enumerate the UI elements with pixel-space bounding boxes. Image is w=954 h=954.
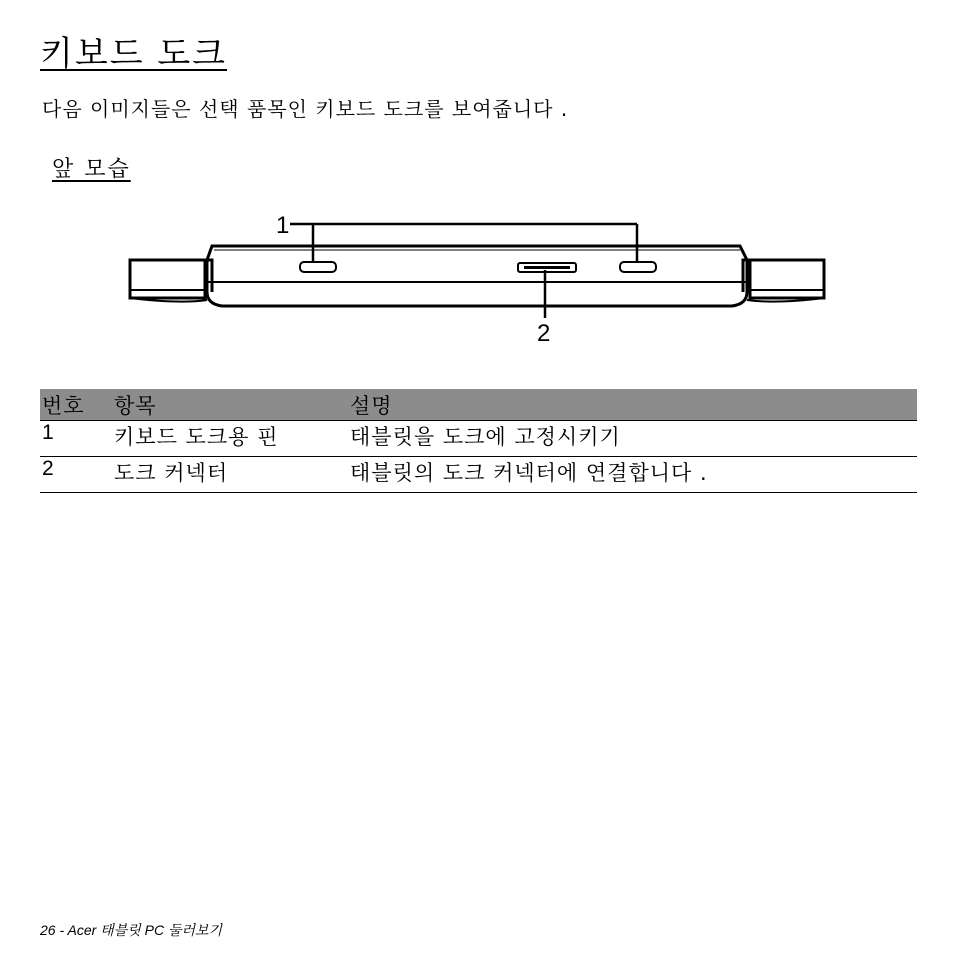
row-item: 도크 커넥터	[112, 457, 348, 493]
row-description: 태블릿의 도크 커넥터에 연결합니다 .	[348, 457, 917, 493]
dock-left-end	[130, 260, 212, 298]
table-header-row	[40, 389, 917, 421]
header-description: 설명	[348, 389, 917, 421]
row-description: 태블릿을 도크에 고정시키기	[348, 421, 917, 457]
callout-2-label: 2	[537, 320, 551, 347]
dock-pin-left	[300, 262, 336, 272]
page-footer: 26 - Acer 태블릿 PC 둘러보기	[40, 922, 223, 938]
row-number: 2	[40, 457, 112, 493]
table-row	[40, 457, 917, 493]
dock-right-end	[743, 260, 824, 298]
header-number: 번호	[40, 389, 112, 421]
parts-table	[40, 389, 917, 493]
intro-text: 다음 이미지들은 선택 품목인 키보드 도크를 보여줍니다 .	[42, 97, 569, 121]
dock-pin-right	[620, 262, 656, 272]
row-number: 1	[40, 421, 112, 457]
callout-1-leader	[290, 224, 637, 262]
callout-1-label: 1	[276, 212, 290, 239]
section-title: 앞 모습	[52, 157, 131, 182]
page-title: 키보드 도크	[40, 34, 228, 74]
keyboard-dock-front-view	[0, 200, 954, 360]
header-item: 항목	[112, 389, 348, 421]
table-row	[40, 421, 917, 457]
dock-body	[130, 246, 824, 306]
row-item: 키보드 도크용 핀	[112, 421, 348, 457]
